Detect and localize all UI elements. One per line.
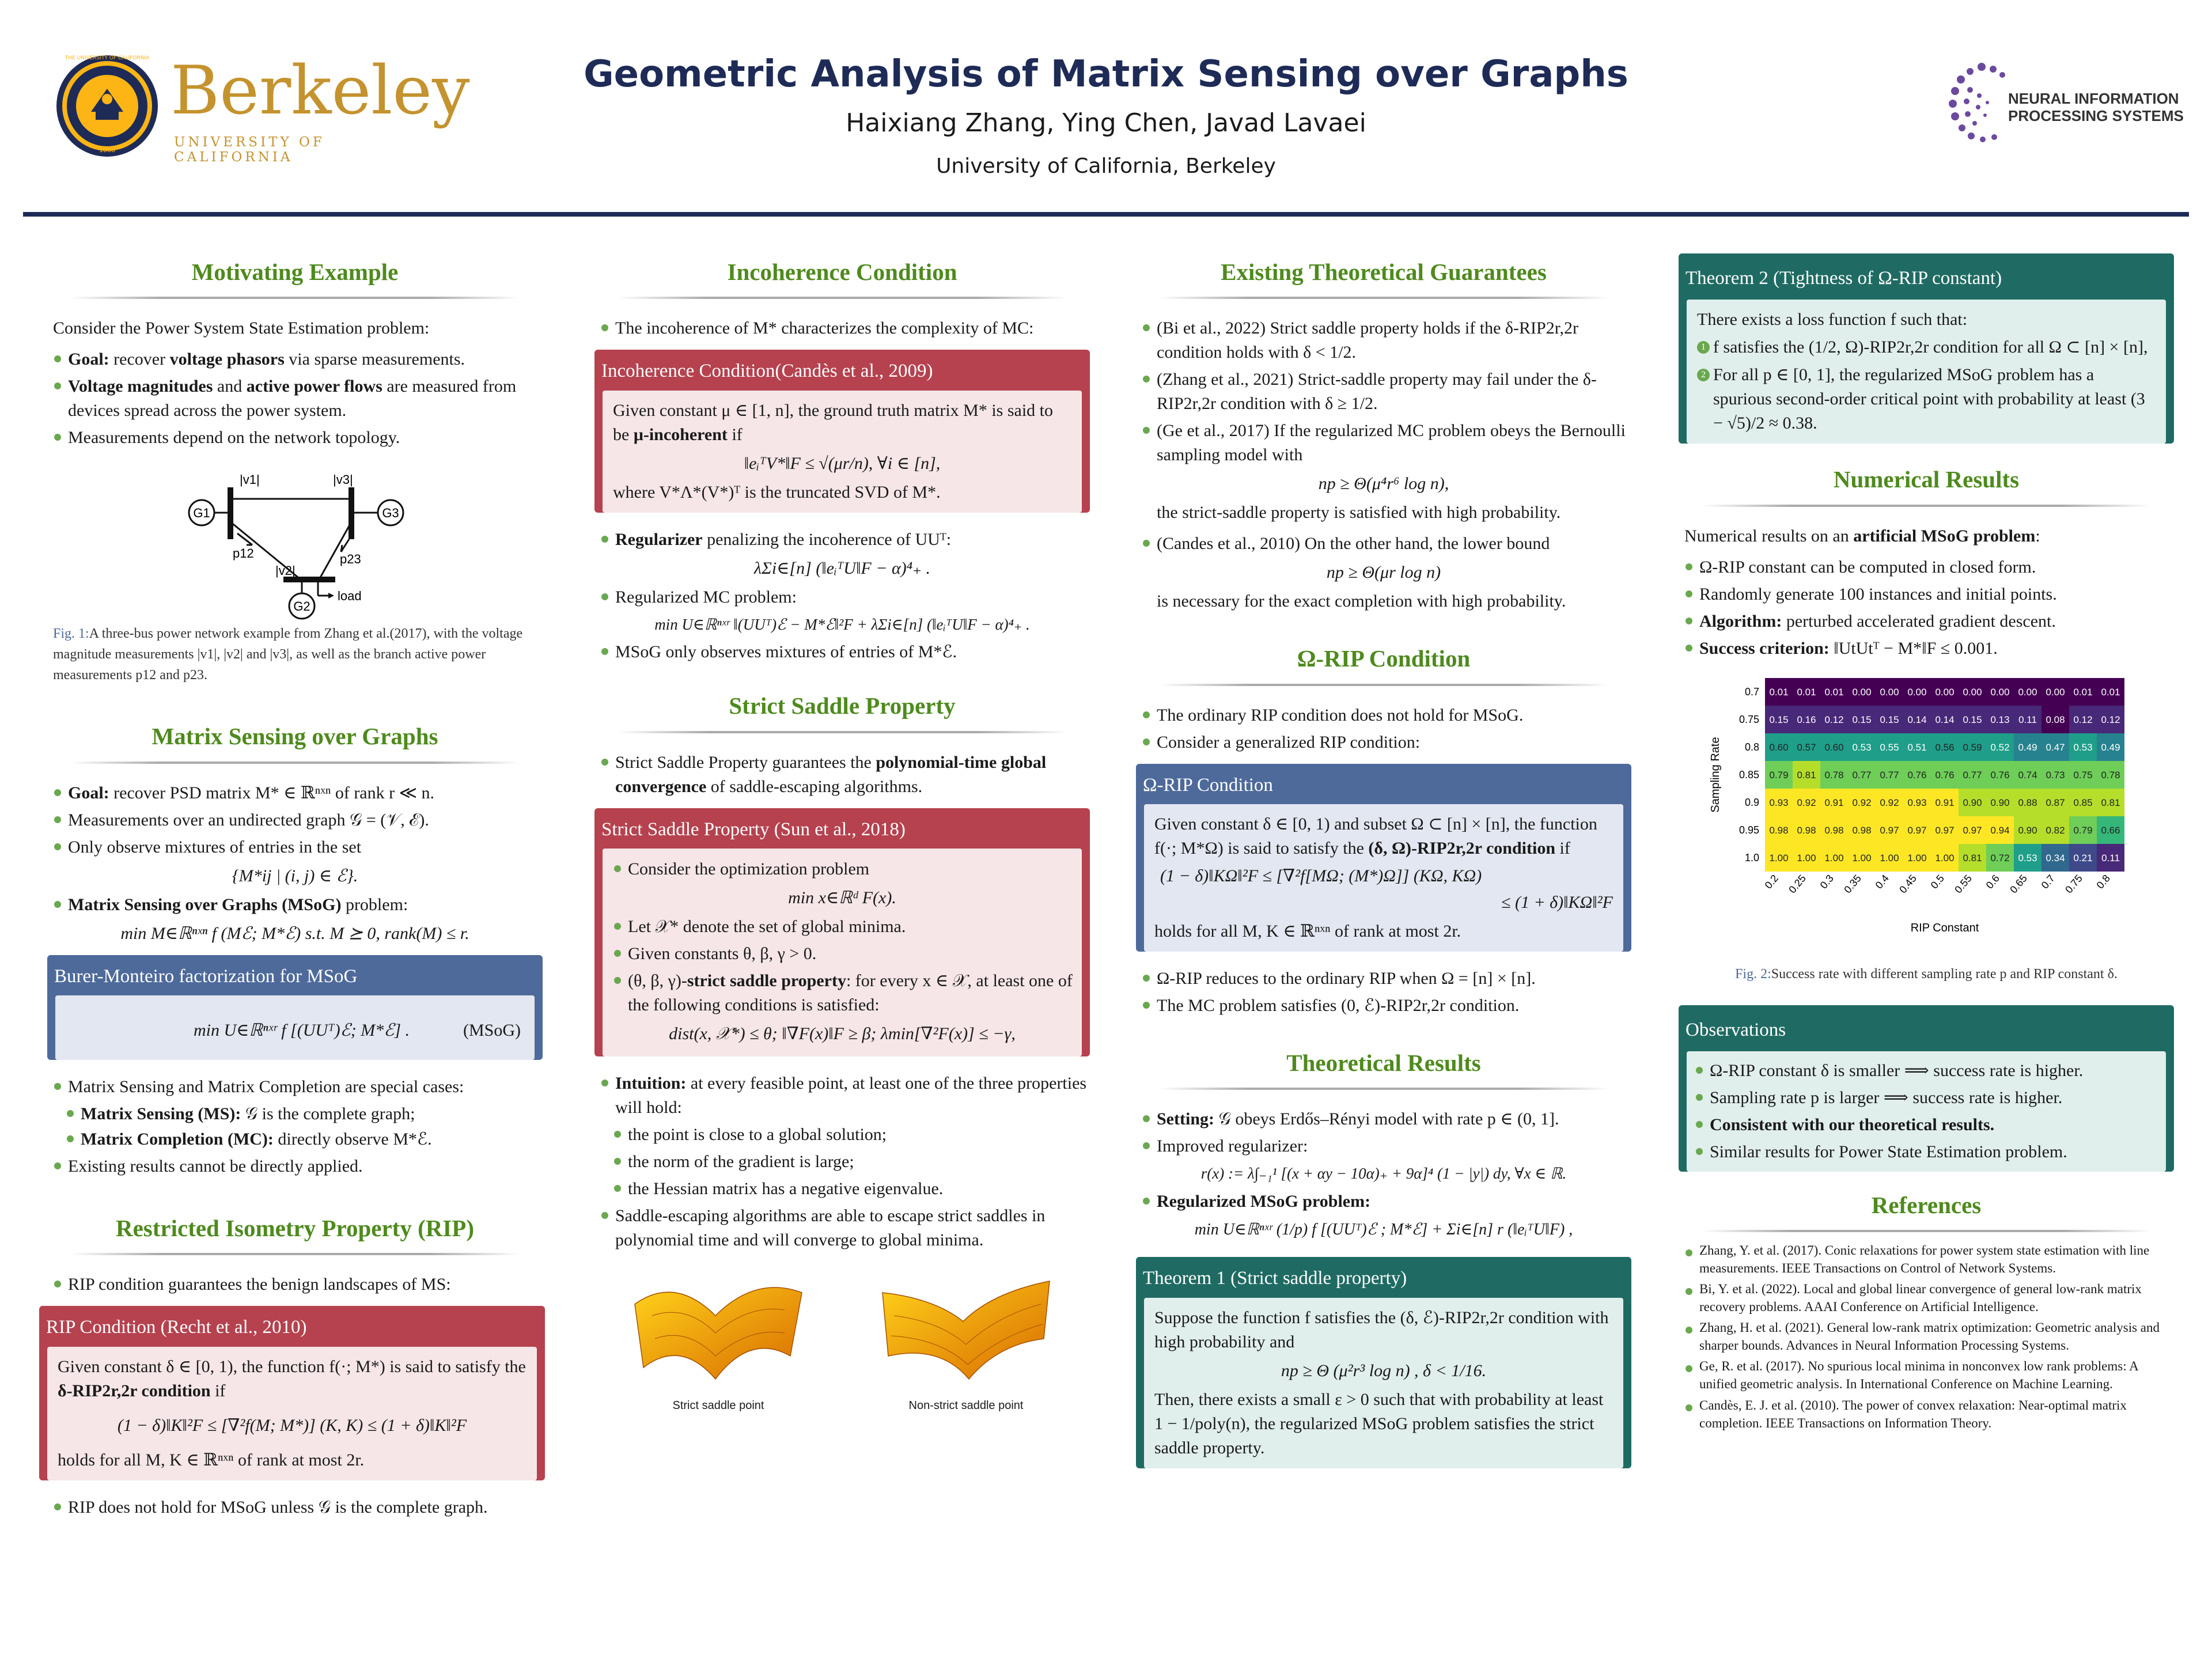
box-title: Strict Saddle Property (Sun et al., 2018)	[601, 819, 906, 840]
bullet: Intuition: at every feasible point, at least one of the three properties will hold:	[600, 1071, 1090, 1120]
bullet: Regularizer penalizing the incoherence of UUᵀ:	[600, 528, 1090, 552]
bullet: Goal: recover PSD matrix M* ∈ ℝⁿˣⁿ of rank r ≪ n.	[53, 781, 543, 805]
bullet: Similar results for Power State Estimation problem.	[1695, 1140, 2164, 1164]
equation: min U∈ℝⁿˣʳ ‖(UUᵀ)ℰ − M*ℰ‖²F + λΣi∈[n] (‖eᵢᵀU‖F − α)⁴₊ .	[654, 615, 1030, 633]
heatmap-value: 0.82	[2046, 824, 2065, 836]
bullet: Matrix Sensing (MS): 𝒢 is the complete graph;	[66, 1102, 543, 1126]
g2-label: G2	[293, 599, 310, 614]
box-body	[1687, 1051, 2166, 1172]
box-body	[47, 1347, 537, 1480]
omega-rip-box	[1136, 764, 1631, 952]
heatmap-value: 0.88	[2018, 797, 2037, 808]
heatmap-value: 0.14	[1935, 714, 1955, 725]
strict-saddle-box	[594, 808, 1090, 1056]
bullet: The incoherence of M* characterizes the complexity of MC:	[600, 316, 1090, 340]
heatmap-value: 0.34	[2046, 852, 2065, 863]
numbered-item: 2 For all p ∈ [0, 1], the regularized MSoG problem has a spurious second-order critical point with probability at least (3 − √5)/2 ≈ 0.38.	[1697, 363, 2156, 435]
heatmap-value: 0.91	[1824, 797, 1844, 808]
heatmap-value: 0.81	[2101, 797, 2120, 808]
heatmap-value: 0.98	[1769, 824, 1789, 836]
bullet: the Hessian matrix has a negative eigenvalue.	[613, 1177, 1090, 1201]
g3-label: G3	[382, 506, 399, 521]
bullet: Regularized MSoG problem:	[1142, 1190, 1631, 1214]
heatmap-value: 0.57	[1797, 741, 1816, 753]
heatmap-value: 0.87	[2046, 797, 2065, 808]
heatmap-value: 0.60	[1769, 741, 1789, 753]
heatmap-value: 1.00	[1880, 852, 1899, 863]
bullet: Success criterion: ‖UtUtᵀ − M*‖F ≤ 0.001.	[1684, 637, 2174, 661]
p23-label: p23	[340, 552, 361, 567]
section-heading: Ω-RIP Condition	[1297, 645, 1471, 672]
heatmap-value: 0.94	[1990, 824, 2010, 836]
seal-year: 1868	[99, 146, 115, 154]
heatmap-value: 0.01	[1824, 686, 1844, 698]
incoherence-box	[594, 350, 1090, 512]
reference-item: Zhang, H. et al. (2021). General low-rank matrix optimization: Geometric analysis and sharper bounds. Advances in Neural Information Processing Systems.	[1684, 1319, 2174, 1354]
bullet: Setting: 𝒢 obeys Erdős–Rényi model with rate p ∈ (0, 1].	[1142, 1107, 1631, 1131]
x-tick-label: 0.65	[2008, 872, 2030, 895]
section-motivating	[47, 253, 543, 685]
box-text: holds for all M, K ∈ ℝⁿˣⁿ of rank at most 2r.	[58, 1450, 365, 1469]
bullet: Ω-RIP reduces to the ordinary RIP when Ω = [n] × [n].	[1142, 967, 1631, 991]
section-omega-rip	[1136, 640, 1631, 1018]
box-body	[1144, 1298, 1623, 1468]
header-rule	[23, 212, 2189, 217]
figure-label: Strict saddle point	[672, 1399, 764, 1412]
paragraph: Consider the Power System State Estimation problem:	[53, 319, 430, 338]
x-tick-label: 0.7	[2039, 872, 2058, 891]
g1-label: G1	[193, 506, 210, 521]
reference-item: Bi, Y. et al. (2022). Local and global linear convergence of general low-rank matrix recovery problems. AAAI Conference on Artificial Intelligence.	[1684, 1280, 2174, 1316]
v1-label: |v1|	[240, 472, 260, 487]
section-msog	[47, 718, 543, 1179]
box-text: Given constant δ ∈ [0, 1) and subset Ω ⊂ [n] × [n], the function f(·; M*Ω) is said to satisfy the (δ, Ω)-RIP2r,2r condition if	[1154, 814, 1597, 858]
bullet: Regularized MC problem:	[600, 585, 1090, 609]
section-underline	[1159, 1088, 1608, 1090]
heatmap-value: 0.53	[2018, 852, 2037, 863]
bullet: RIP condition guarantees the benign landscapes of MS:	[53, 1272, 543, 1297]
bullet: (θ, β, γ)-strict saddle property: for every x ∈ 𝒳, at least one of the following conditions is satisfied:	[613, 969, 1077, 1017]
x-tick-label: 0.4	[1873, 872, 1892, 891]
heatmap-value: 0.97	[1907, 824, 1927, 836]
heatmap-value: 0.90	[1990, 797, 2010, 808]
heatmap-value: 0.12	[2073, 714, 2093, 725]
y-tick-label: 1.0	[1744, 851, 1759, 863]
box-text: where V*Λ*(V*)ᵀ is the truncated SVD of M*.	[613, 482, 941, 502]
section-underline	[1159, 297, 1608, 299]
heatmap-value: 0.77	[1880, 769, 1899, 781]
bullet: Matrix Completion (MC): directly observe M*ℰ.	[66, 1127, 543, 1152]
berkeley-subtitle: UNIVERSITY OF CALIFORNIA	[174, 135, 325, 165]
heatmap-value: 1.00	[1769, 852, 1789, 863]
bullet: Sampling rate p is larger ⟹ success rate is higher.	[1695, 1086, 2164, 1110]
heatmap-value: 0.90	[1963, 797, 1982, 808]
heatmap-value: 0.79	[2073, 824, 2093, 836]
section-heading: Matrix Sensing over Graphs	[151, 723, 438, 750]
item-number: 2	[1697, 369, 1710, 381]
section-heading: Incoherence Condition	[727, 259, 957, 285]
box-body	[603, 391, 1082, 513]
p12-label: p12	[233, 546, 254, 561]
section-underline	[70, 297, 520, 299]
neurips-line2: PROCESSING SYSTEMS	[2008, 107, 2184, 124]
heatmap-value: 0.81	[1963, 852, 1982, 863]
heatmap-value: 0.01	[1769, 686, 1789, 698]
saddle-figures	[594, 1270, 1090, 1414]
figure-caption: Fig. 1:A three-bus power network example from Zhang et al.(2017), with the voltage magnitude measurements |v1|, |v2| and |v3|, as well as the branch active power measurements p12 and p23.	[53, 626, 523, 683]
heatmap-value: 0.78	[2101, 769, 2120, 781]
box-text: Given constant μ ∈ [1, n], the ground truth matrix M* is said to be μ-incoherent if	[613, 400, 1054, 444]
strict-saddle-surface	[629, 1270, 808, 1391]
heatmap-value: 0.59	[1963, 741, 1982, 753]
heatmap-value: 1.00	[1824, 852, 1844, 863]
box-body	[55, 995, 535, 1060]
bullet: the point is close to a global solution;	[613, 1123, 1090, 1147]
column-3	[1136, 253, 1631, 1483]
x-tick-label: 0.75	[2063, 872, 2085, 895]
heatmap-value: 1.00	[1935, 852, 1955, 863]
item-number: 1	[1697, 341, 1710, 354]
numbered-item: 1 f satisfies the (1/2, Ω)-RIP2r,2r condition for all Ω ⊂ [n] × [n],	[1697, 335, 2156, 359]
section-numerical	[1679, 461, 2174, 984]
equation: np ≥ Θ (μ²r³ log n) , δ < 1/16.	[1281, 1361, 1487, 1380]
reference-item: Ge, R. et al. (2017). No spurious local minima in nonconvex low rank problems: A unified geometric analysis. In International Conference on Machine Learning.	[1684, 1357, 2174, 1393]
x-tick-label: 0.6	[1983, 872, 2002, 891]
x-tick-label: 0.8	[2094, 872, 2113, 891]
box-title: RIP Condition (Recht et al., 2010)	[46, 1317, 307, 1338]
box-body	[603, 849, 1082, 1056]
heatmap-value: 0.53	[2073, 741, 2093, 753]
bullet: the norm of the gradient is large;	[613, 1150, 1090, 1174]
load-label: load	[338, 589, 362, 604]
strict-saddle-figure	[629, 1270, 808, 1414]
heatmap-value: 0.93	[1907, 797, 1927, 808]
figure-label: Non-strict saddle point	[908, 1399, 1024, 1412]
heatmap-value: 0.79	[1769, 769, 1789, 781]
heatmap-value: 0.11	[2101, 852, 2120, 863]
box-title: Incoherence Condition(Candès et al., 2009)	[601, 361, 933, 382]
heatmap-value: 0.93	[1769, 797, 1789, 808]
heatmap-value: 0.77	[1852, 769, 1872, 781]
bullet: Consider the optimization problem	[613, 857, 1077, 881]
heatmap-value: 0.00	[1907, 686, 1927, 698]
y-tick-label: 0.9	[1744, 796, 1759, 808]
heatmap-value: 0.51	[1907, 741, 1927, 753]
berkeley-wordmark: Berkeley	[171, 52, 470, 130]
bullet: (Zhang et al., 2021) Strict-saddle property may fail under the δ-RIP2r,2r condition with δ ≥ 1/2.	[1142, 368, 1631, 416]
heatmap-value: 0.98	[1824, 824, 1844, 836]
equation: r(x) := λ∫₋₁¹ [(x + αy − 10α)₊ + 9α]⁴ (1 − |y|) dy, ∀x ∈ ℝ.	[1200, 1165, 1567, 1183]
heatmap-value: 0.00	[1963, 686, 1982, 698]
box-text: Then, there exists a small ε > 0 such that with probability at least 1 − 1/poly(n), the regularized MSoG problem satisfies the strict saddle property.	[1154, 1389, 1604, 1457]
heatmap-value: 0.98	[1852, 824, 1872, 836]
box-title: Theorem 2 (Tightness of Ω-RIP constant)	[1685, 268, 2002, 289]
theorem1-box	[1136, 1257, 1631, 1468]
bullet: MSoG only observes mixtures of entries of M*ℰ.	[600, 640, 1090, 664]
bullet: Matrix Sensing and Matrix Completion are special cases:	[53, 1075, 543, 1099]
heatmap-value: 0.01	[2101, 686, 2120, 698]
bullet: Matrix Sensing over Graphs (MSoG) problem:	[53, 893, 543, 917]
heatmap-value: 0.56	[1935, 741, 1955, 753]
heatmap-value: 0.12	[1824, 714, 1844, 725]
section-heading: Numerical Results	[1833, 466, 2020, 493]
network-diagram	[47, 453, 543, 620]
equation: dist(x, 𝒳*) ≤ θ; ‖∇F(x)‖F ≥ β; λmin[∇²F(x)] ≤ −γ,	[669, 1024, 1016, 1043]
section-underline	[70, 1253, 520, 1255]
bullet: (Candes et al., 2010) On the other hand, the lower bound	[1142, 532, 1631, 556]
bullet: Improved regularizer:	[1142, 1134, 1631, 1158]
heatmap-value: 0.76	[1935, 769, 1955, 781]
heatmap-value: 0.00	[1880, 686, 1899, 698]
heatmap-value: 0.49	[2101, 741, 2120, 753]
heatmap-value: 0.97	[1963, 824, 1982, 836]
heatmap-value: 0.92	[1852, 797, 1872, 808]
bullet: The MC problem satisfies (0, ℰ)-RIP2r,2r condition.	[1142, 994, 1631, 1018]
heatmap-value: 0.74	[2018, 769, 2037, 781]
heatmap-value: 0.16	[1797, 714, 1816, 725]
y-tick-label: 0.8	[1744, 741, 1759, 753]
box-title: Observations	[1685, 1019, 1786, 1040]
bullet: RIP does not hold for MSoG unless 𝒢 is the complete graph.	[53, 1495, 543, 1520]
equation: np ≥ Θ(μr log n)	[1326, 563, 1441, 582]
bullet: Let 𝒳* denote the set of global minima.	[613, 915, 1077, 939]
paragraph: the strict-saddle property is satisfied with high probability.	[1157, 503, 1561, 522]
box-text: Given constant δ ∈ [0, 1), the function f(·; M*) is said to satisfy the δ-RIP2r,2r condition if	[58, 1357, 526, 1400]
heatmap-value: 0.21	[2073, 852, 2093, 863]
equation: (1 − δ)‖KΩ‖²F ≤ [∇²f[MΩ; (M*)Ω]] (KΩ, KΩ)	[1160, 866, 1482, 885]
bullet: Voltage magnitudes and active power flows are measured from devices spread across the power system.	[53, 374, 543, 423]
y-axis-label: Sampling Rate	[1709, 736, 1722, 813]
section-incoherence	[594, 253, 1090, 664]
heatmap-value: 0.00	[1852, 686, 1872, 698]
bullet: Only observe mixtures of entries in the set	[53, 835, 543, 859]
column-1	[47, 253, 543, 1522]
box-title: Burer-Monteiro factorization for MSoG	[54, 965, 358, 987]
x-tick-label: 0.55	[1952, 872, 1975, 895]
bullet: Given constants θ, β, γ > 0.	[613, 942, 1077, 966]
bullet: Algorithm: perturbed accelerated gradient descent.	[1684, 609, 2174, 634]
reference-item: Candès, E. J. et al. (2010). The power of convex relaxation: Near-optimal matrix completion. IEEE Transactions on Information Theory.	[1684, 1396, 2174, 1432]
bullet: Goal: recover voltage phasors via sparse measurements.	[53, 347, 543, 372]
equation: ‖eᵢᵀV*‖F ≤ √(μr/n), ∀i ∈ [n],	[744, 453, 941, 473]
section-heading: Strict Saddle Property	[729, 692, 956, 719]
box-text: Suppose the function f satisfies the (δ, ℰ)-RIP2r,2r condition with high probability and	[1154, 1308, 1609, 1351]
heatmap-value: 1.00	[1852, 852, 1872, 863]
paragraph: Numerical results on an artificial MSoG problem:	[1684, 526, 2040, 546]
heatmap-value: 0.14	[1907, 714, 1927, 725]
bullet: Ω-RIP constant δ is smaller ⟹ success rate is higher.	[1695, 1059, 2164, 1083]
heatmap-value: 0.91	[1935, 797, 1955, 808]
heatmap-value: 0.53	[1852, 741, 1872, 753]
equation: min M∈ℝⁿˣⁿ f (Mℰ; M*ℰ) s.t. M ⪰ 0, rank(M) ≤ r.	[120, 923, 469, 943]
x-axis-label: RIP Constant	[1910, 921, 1979, 934]
heatmap-value: 0.90	[2018, 824, 2037, 836]
x-tick-label: 0.5	[1928, 872, 1947, 891]
section-heading: Motivating Example	[191, 259, 399, 285]
box-title: Ω-RIP Condition	[1143, 774, 1273, 796]
heatmap-value: 0.00	[2046, 686, 2065, 698]
section-underline	[618, 731, 1067, 733]
seal-text: THE UNIVERSITY OF CALIFORNIA	[65, 55, 150, 61]
non-strict-saddle-surface	[877, 1270, 1055, 1391]
heatmap-value: 0.76	[1990, 769, 2010, 781]
paragraph: is necessary for the exact completion with high probability.	[1157, 592, 1566, 611]
section-heading: Theoretical Results	[1286, 1049, 1481, 1076]
heatmap-value: 0.81	[1797, 769, 1816, 781]
equation: min x∈ℝᵈ F(x).	[788, 888, 896, 907]
bullet: Saddle-escaping algorithms are able to escape strict saddles in polynomial time and will converge to global minima.	[600, 1204, 1090, 1252]
equation: ≤ (1 + δ)‖KΩ‖²F	[1501, 892, 1613, 912]
section-underline	[70, 762, 520, 764]
bm-box	[47, 955, 543, 1060]
observations-box	[1679, 1005, 2174, 1172]
poster-title: Geometric Analysis of Matrix Sensing over Graphs	[584, 53, 1628, 96]
section-heading: Restricted Isometry Property (RIP)	[116, 1214, 474, 1241]
reference-item: Zhang, Y. et al. (2017). Conic relaxations for power system state estimation with line measurements. IEEE Transactions on Control of Network Systems.	[1684, 1241, 2174, 1277]
figure-caption: Fig. 2:Success rate with different sampling rate p and RIP constant δ.	[1735, 966, 2118, 982]
section-underline	[618, 297, 1067, 299]
heatmap-value: 0.75	[2073, 769, 2093, 781]
heatmap-value: 0.12	[2101, 714, 2120, 725]
x-tick-label: 0.25	[1786, 872, 1809, 895]
equation-tag: (MSoG)	[463, 1020, 521, 1040]
heatmap-value: 0.11	[2018, 714, 2037, 725]
heatmap-value: 0.15	[1963, 714, 1982, 725]
heatmap-value: 0.92	[1797, 797, 1816, 808]
equation: np ≥ Θ(μ⁴r⁶ log n),	[1318, 474, 1449, 494]
section-strict	[594, 687, 1090, 1414]
reference-list	[1679, 1241, 2174, 1431]
section-rip	[47, 1210, 543, 1520]
bullet: The ordinary RIP condition does not hold for MSoG.	[1142, 703, 1631, 728]
heatmap-value: 0.60	[1824, 741, 1844, 753]
heatmap-value: 0.15	[1769, 714, 1789, 725]
heatmap-value: 0.92	[1880, 797, 1899, 808]
x-tick-label: 0.3	[1817, 872, 1836, 891]
equation: min U∈ℝⁿˣʳ (1/p) f [(UUᵀ)ℰ ; M*ℰ] + Σi∈[n] r (‖eᵢᵀU‖F) ,	[1194, 1221, 1573, 1239]
neurips-line1: NEURAL INFORMATION	[2008, 90, 2179, 107]
bullet: Ω-RIP constant can be computed in closed form.	[1684, 555, 2174, 579]
heatmap-value: 0.00	[1990, 686, 2010, 698]
y-tick-label: 0.75	[1738, 713, 1759, 725]
heatmap-value: 0.66	[2101, 824, 2120, 836]
heatmap-value: 0.15	[1852, 714, 1872, 725]
affiliation: University of California, Berkeley	[936, 154, 1276, 178]
bullet: (Bi et al., 2022) Strict saddle property holds if the δ-RIP2r,2r condition holds with δ < 1/2.	[1142, 316, 1631, 365]
v3-label: |v3|	[333, 472, 353, 487]
equation: {M*ij | (i, j) ∈ ℰ}.	[232, 866, 358, 885]
heatmap-value: 1.00	[1797, 852, 1816, 863]
heatmap-value: 0.08	[2046, 714, 2065, 725]
heatmap-value: 0.77	[1963, 769, 1982, 781]
section-underline	[1159, 684, 1608, 686]
x-tick-label: 0.35	[1842, 872, 1864, 895]
heatmap-value: 0.52	[1990, 741, 2010, 753]
bullet: Consider a generalized RIP condition:	[1142, 730, 1631, 755]
non-strict-saddle-figure	[877, 1270, 1055, 1414]
v2-label: |v2|	[275, 563, 296, 578]
rip-box	[39, 1306, 545, 1480]
equation: λΣi∈[n] (‖eᵢᵀU‖F − α)⁴₊ .	[754, 558, 930, 578]
box-text: There exists a loss function f such that:	[1697, 310, 1968, 329]
bullet: Randomly generate 100 instances and initial points.	[1684, 582, 2174, 607]
heatmap-value: 0.97	[1880, 824, 1899, 836]
section-references	[1679, 1187, 2174, 1432]
y-tick-label: 0.95	[1738, 824, 1759, 836]
heatmap-value: 0.01	[1797, 686, 1816, 698]
box-title: Theorem 1 (Strict saddle property)	[1143, 1268, 1407, 1289]
y-tick-label: 0.85	[1738, 768, 1759, 781]
box-text: holds for all M, K ∈ ℝⁿˣⁿ of rank at most 2r.	[1154, 921, 1461, 941]
x-tick-label: 0.45	[1897, 872, 1919, 895]
box-body	[1144, 804, 1623, 952]
section-underline	[1702, 1230, 2151, 1232]
equation: min U∈ℝⁿˣʳ f [(UUᵀ)ℰ; M*ℰ] .	[194, 1020, 410, 1040]
theorem2-box	[1679, 253, 2174, 444]
heatmap-value: 0.00	[1935, 686, 1955, 698]
heatmap-value: 0.73	[2046, 769, 2065, 781]
heatmap-value: 0.78	[1824, 769, 1844, 781]
heatmap-value: 0.76	[1907, 769, 1927, 781]
equation: (1 − δ)‖K‖²F ≤ [∇²f(M; M*)] (K, K) ≤ (1 + δ)‖K‖²F	[117, 1415, 467, 1435]
column-4	[1679, 253, 2174, 1435]
x-tick-label: 0.2	[1762, 872, 1781, 891]
heatmap-value: 0.72	[1990, 852, 2010, 863]
box-body	[1687, 300, 2166, 444]
section-underline	[1702, 505, 2151, 507]
bullet: Consistent with our theoretical results.	[1695, 1113, 2164, 1137]
heatmap-value: 0.47	[2046, 741, 2065, 753]
bullet: Strict Saddle Property guarantees the polynomial-time global convergence of saddle-escaping algorithms.	[600, 751, 1090, 799]
heatmap-value: 0.13	[1990, 714, 2010, 725]
heatmap-value: 1.00	[1907, 852, 1927, 863]
heatmap-value: 0.97	[1935, 824, 1955, 836]
y-tick-label: 0.7	[1744, 685, 1759, 698]
heatmap-value: 0.00	[2018, 686, 2037, 698]
heatmap-chart	[1679, 666, 2174, 960]
authors: Haixiang Zhang, Ying Chen, Javad Lavaei	[846, 108, 1366, 138]
section-existing	[1136, 253, 1631, 613]
bullet: (Ge et al., 2017) If the regularized MC problem obeys the Bernoulli sampling model with	[1142, 419, 1631, 467]
bullet: Existing results cannot be directly applied.	[53, 1154, 543, 1179]
heatmap-value: 0.98	[1797, 824, 1816, 836]
heatmap-value: 0.85	[2073, 797, 2093, 808]
section-heading: Existing Theoretical Guarantees	[1221, 259, 1547, 285]
heatmap-value: 0.15	[1880, 714, 1899, 725]
heatmap-value: 0.49	[2018, 741, 2037, 753]
section-theoretical	[1136, 1044, 1631, 1468]
bullet: Measurements over an undirected graph 𝒢 = (𝒱, ℰ).	[53, 808, 543, 832]
bullet: Measurements depend on the network topology.	[53, 426, 543, 450]
heatmap-value: 0.55	[1880, 741, 1899, 753]
heatmap-value: 0.01	[2073, 686, 2093, 698]
column-2	[594, 253, 1090, 1414]
section-heading: References	[1871, 1191, 1982, 1218]
